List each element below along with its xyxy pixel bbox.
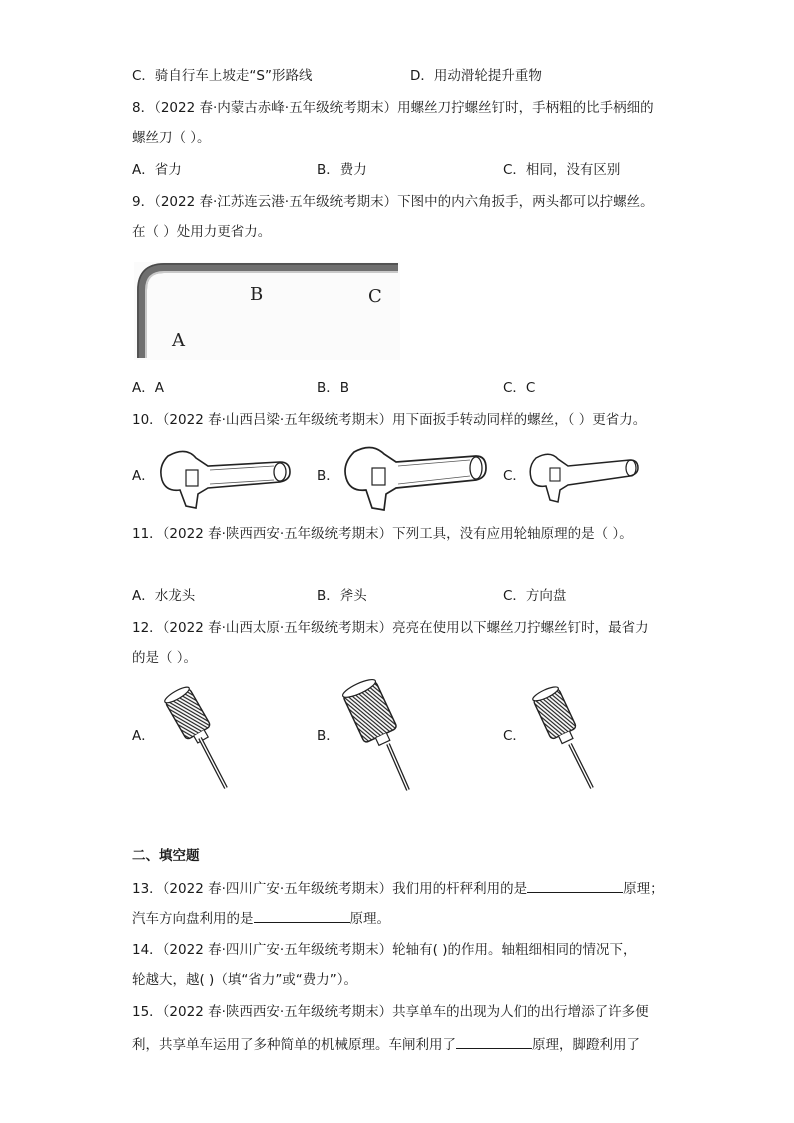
q11-stem: 11．（2022 春·陕西西安·五年级统考期末）下列工具，没有应用轮轴原理的是（ ）。 xyxy=(132,526,633,542)
q8-stem-line2: 螺丝刀（ ）。 xyxy=(132,130,211,146)
q9-stem-line1: 9．（2022 春·江苏连云港·五年级统考期末）下图中的内六角扳手，两头都可以拧螺丝。 xyxy=(132,194,654,210)
screwdriver-c-icon xyxy=(526,684,606,798)
q10-stem: 10．（2022 春·山西吕梁·五年级统考期末）用下面扳手转动同样的螺丝，（ ）更省力。 xyxy=(132,412,647,428)
wrench-c-icon xyxy=(526,448,642,512)
q12-option-b-label: B． xyxy=(317,728,340,744)
q8-option-b: B．费力 xyxy=(317,162,367,178)
q12-option-a-label: A． xyxy=(132,728,155,744)
q12-stem-line1: 12．（2022 春·山西太原·五年级统考期末）亮亮在使用以下螺丝刀拧螺丝钉时，最省力 xyxy=(132,620,649,636)
q14-line2: 轮越大，越( )（填“省力”或“费力”）。 xyxy=(132,972,358,988)
q10-option-a-label: A． xyxy=(132,468,155,484)
screwdriver-a-icon xyxy=(156,684,236,798)
q8-stem-line1: 8．（2022 春·内蒙古赤峰·五年级统考期末）用螺丝刀拧螺丝钉时，手柄粗的比手柄细的 xyxy=(132,100,654,116)
q11-option-b: B．斧头 xyxy=(317,588,367,604)
q13-blank-2[interactable] xyxy=(254,908,350,923)
wrench-a-icon xyxy=(156,446,296,520)
hex-key-label-b: B xyxy=(250,284,264,305)
q8-option-a: A．省力 xyxy=(132,162,182,178)
q13-blank-1[interactable] xyxy=(527,878,623,893)
q15-line2 xyxy=(132,1034,640,1055)
q7-option-d: D．用动滑轮提升重物 xyxy=(410,68,542,84)
q15-blank-1[interactable] xyxy=(456,1034,532,1049)
q15-line2-text-a: 利，共享单车运用了多种简单的机械原理。车闸利用了 xyxy=(132,1037,456,1053)
q11-option-a: A．水龙头 xyxy=(132,588,196,604)
q15-line1: 15．（2022 春·陕西西安·五年级统考期末）共享单车的出现为人们的出行增添了许多便 xyxy=(132,1004,649,1020)
q12-option-c-label: C． xyxy=(503,728,526,744)
q9-option-c: C．C xyxy=(503,380,536,396)
hex-key-figure xyxy=(134,262,400,360)
q13-line1 xyxy=(132,878,664,899)
q13-line1-text-a: 13．（2022 春·四川广安·五年级统考期末）我们用的杆秤利用的是 xyxy=(132,881,528,897)
q7-option-c: C．骑自行车上坡走“S”形路线 xyxy=(132,68,313,84)
hex-key-label-a: A xyxy=(172,330,185,351)
q11-option-c: C．方向盘 xyxy=(503,588,567,604)
q9-option-a: A．A xyxy=(132,380,164,396)
hex-key-label-c: C xyxy=(368,286,382,307)
wrench-b-icon xyxy=(340,442,490,522)
screwdriver-b-icon xyxy=(340,678,420,798)
q13-line2-text-b: 原理。 xyxy=(349,911,390,927)
q9-option-b: B．B xyxy=(317,380,350,396)
q13-line2 xyxy=(132,908,390,929)
q8-option-c: C．相同，没有区别 xyxy=(503,162,621,178)
section-fill-in-title: 二、填空题 xyxy=(132,848,200,864)
q15-line2-text-b: 原理，脚蹬利用了 xyxy=(532,1037,640,1053)
q13-line2-text-a: 汽车方向盘利用的是 xyxy=(132,911,254,927)
q12-stem-line2: 的是（ ）。 xyxy=(132,650,198,666)
q10-option-b-label: B． xyxy=(317,468,340,484)
q9-stem-line2: 在（ ）处用力更省力。 xyxy=(132,224,272,240)
q14-line1: 14．（2022 春·四川广安·五年级统考期末）轮轴有( )的作用。轴粗细相同的情况下， xyxy=(132,942,637,958)
q10-option-c-label: C． xyxy=(503,468,526,484)
q13-line1-text-b: 原理； xyxy=(623,881,664,897)
